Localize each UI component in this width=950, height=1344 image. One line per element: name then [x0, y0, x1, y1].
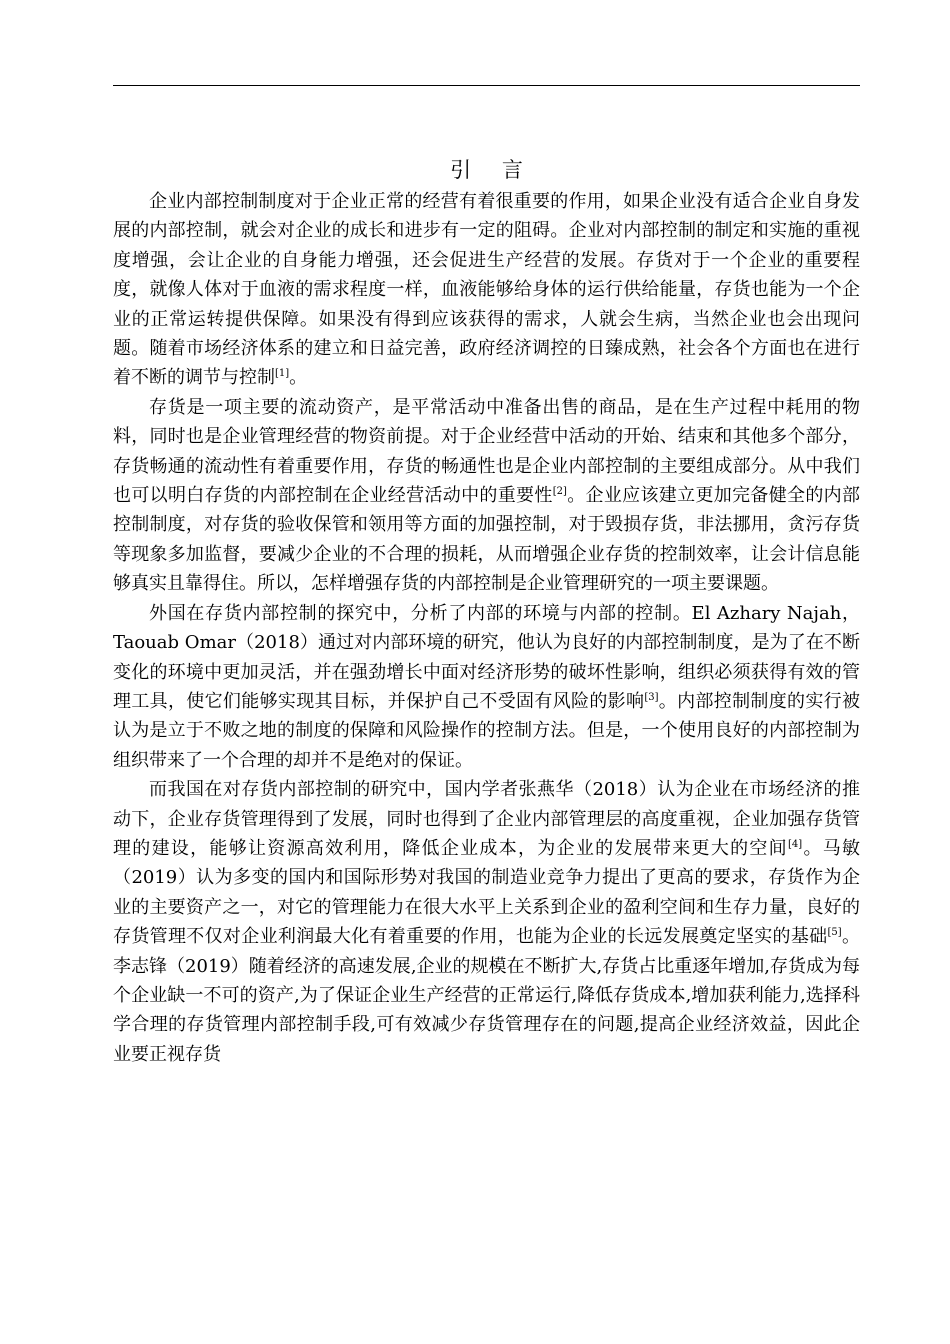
- citation-4: [4]: [787, 838, 803, 850]
- paragraph-1: [113, 187, 860, 393]
- paragraph-4: [113, 775, 860, 1069]
- paragraph-4-text-b: 。马敏（2019）认为多变的国内和国际形势对我国的制造业竞争力提出了更高的要求，存货作为企业的主要资产之一，对它的管理能力在很大水平上关系到企业的盈利空间和生存力量，良好的存货管理不仅对企业利润最大化有着重要的作用，也能为企业的长远发展奠定坚实的基础: [113, 837, 861, 948]
- paragraph-4-text-c: 。李志锋（2019）随着经济的高速发展,企业的规模在不断扩大,存货占比重逐年增加,存货成为每个企业缺一不可的资产,为了保证企业生产经营的正常运行,降低存货成本,增加获利能力,选择科学合理的存货管理内部控制手段,可有效减少存货管理存在的问题,提高企业经济效益，因此企业要正视存货: [113, 926, 861, 1065]
- paragraph-1-text-a: 企业内部控制制度对于企业正常的经营有着很重要的作用，如果企业没有适合企业自身发展的内部控制，就会对企业的成长和进步有一定的阻碍。企业对内部控制的制定和实施的重视度增强，会让企业的自身能力增强，还会促进生产经营的发展。存货对于一个企业的重要程度，就像人体对于血液的需求程度一样，血液能够给身体的运行供给能量，存货也能为一个企业的正常运转提供保障。如果没有得到应该获得的需求，人就会生病，当然企业也会出现问题。随着市场经济体系的建立和日益完善，政府经济调控的日臻成熟，社会各个方面也在进行着不断的调节与控制: [113, 191, 860, 389]
- paragraph-3-text-b: 。内部控制制度的实行被认为是立于不败之地的制度的保障和风险操作的控制方法。但是，一个使用良好的内部控制为组织带来了一个合理的却并不是绝对的保证。: [113, 690, 861, 771]
- citation-1: [1]: [275, 368, 290, 380]
- paragraph-1-text-b: 。: [289, 367, 308, 389]
- paragraph-3: [113, 599, 860, 775]
- section-title: 引 言: [450, 158, 535, 182]
- body-text: [113, 187, 860, 1069]
- paragraph-2: [113, 393, 860, 599]
- header-rule: [113, 85, 860, 86]
- paragraph-2-text-b: 。企业应该建立更加完备健全的内部控制制度，对存货的验收保管和领用等方面的加强控制，对于毁损存货，非法挪用，贪污存货等现象多加监督，要减少企业的不合理的损耗，从而增强企业存货的控制效率，让会计信息能够真实且靠得住。所以，怎样增强存货的内部控制是企业管理研究的一项主要课题。: [113, 485, 861, 595]
- paragraph-3-text-a: 外国在存货内部控制的探究中，分析了内部的环境与内部的控制。El Azhary Najah，Taouab Omar（2018）通过对内部环境的研究，他认为良好的内部控制制度，是为了在不断变化的环境中更加灵活，并在强劲增长中面对经济形势的破坏性影响，组织必须获得有效的管理工具，使它们能够实现其目标，并保护自己不受固有风险的影响: [113, 602, 860, 712]
- paragraph-4-text-a: 而我国在对存货内部控制的研究中，国内学者张燕华（2018）认为企业在市场经济的推动下，企业存货管理得到了发展，同时也得到了企业内部管理层的高度重视，企业加强存货管理的建设，能够让资源高效利用，降低企业成本，为企业的发展带来更大的空间: [113, 779, 860, 859]
- citation-3: [3]: [644, 691, 659, 703]
- citation-2: [2]: [552, 486, 567, 498]
- citation-5: [5]: [827, 927, 842, 939]
- paragraph-2-text-a: 存货是一项主要的流动资产，是平常活动中准备出售的商品，是在生产过程中耗用的物料，同时也是企业管理经营的物资前提。对于企业经营中活动的开始、结束和其他多个部分，存货畅通的流动性有着重要作用，存货的畅通性也是企业内部控制的主要组成部分。从中我们也可以明白存货的内部控制在企业经营活动中的重要性: [113, 396, 860, 507]
